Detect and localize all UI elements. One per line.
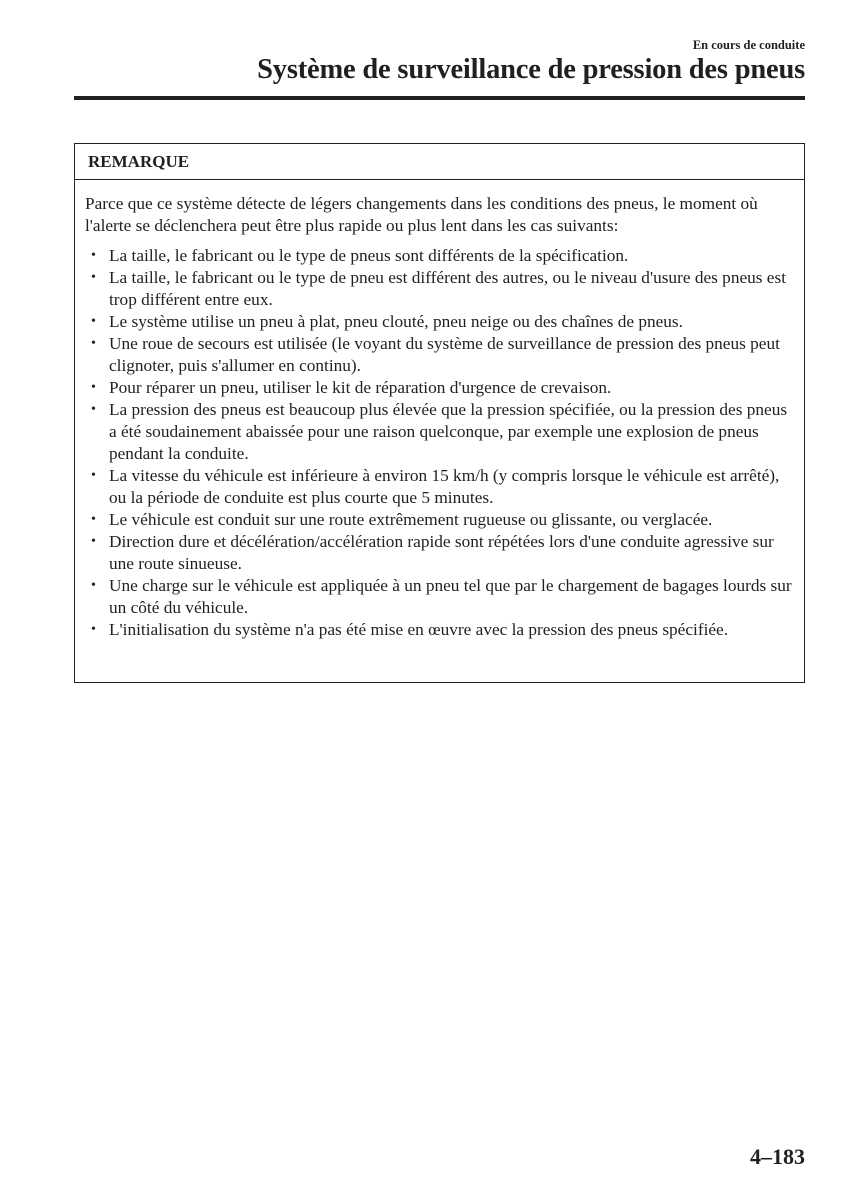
- note-intro: Parce que ce système détecte de légers changements dans les conditions des pneus, le moment où l'alerte se déclenchera peut être plus rapide ou plus lent dans les cas suivants:: [85, 194, 758, 235]
- title-rule: [74, 96, 805, 100]
- bullet-dot: •: [91, 248, 96, 263]
- bullet-dot: •: [91, 314, 96, 329]
- list-item: [85, 333, 794, 377]
- list-item-text: La vitesse du véhicule est inférieure à environ 15 km/h (y compris lorsque le véhicule est arrêté), ou la période de conduite est plus courte que 5 minutes.: [109, 466, 780, 507]
- list-item-text: Direction dure et décélération/accélération rapide sont répétées lors d'une conduite agressive sur une route sinueuse.: [109, 532, 774, 573]
- list-item-text: Une roue de secours est utilisée (le voyant du système de surveillance de pression des pneus peut clignoter, puis s'allumer en continu).: [109, 334, 780, 375]
- section-label: En cours de conduite: [692, 38, 805, 52]
- page-number: 4–183: [750, 1144, 805, 1169]
- note-bullet-list: [85, 245, 794, 641]
- bullet-dot: •: [91, 468, 96, 483]
- bullet-dot: •: [91, 402, 96, 417]
- list-item: [85, 465, 794, 509]
- list-item: [85, 245, 794, 267]
- bullet-dot: •: [91, 336, 96, 351]
- list-item-text: La taille, le fabricant ou le type de pneu est différent des autres, ou le niveau d'usure des pneus est trop différent entre eux.: [109, 268, 787, 309]
- note-heading: REMARQUE: [75, 144, 804, 180]
- list-item: [85, 509, 794, 531]
- bullet-dot: •: [91, 534, 96, 549]
- list-item-text: Pour réparer un pneu, utiliser le kit de réparation d'urgence de crevaison.: [109, 378, 612, 397]
- bullet-dot: •: [91, 380, 96, 395]
- list-item: [85, 531, 794, 575]
- bullet-dot: •: [91, 270, 96, 285]
- list-item-text: L'initialisation du système n'a pas été mise en œuvre avec la pression des pneus spécifiée.: [109, 620, 729, 639]
- list-item-text: Le véhicule est conduit sur une route extrêmement rugueuse ou glissante, ou verglacée.: [109, 510, 713, 529]
- note-box: [74, 143, 805, 683]
- list-item-text: La taille, le fabricant ou le type de pneus sont différents de la spécification.: [109, 246, 629, 265]
- list-item: [85, 377, 794, 399]
- list-item: [85, 575, 794, 619]
- list-item-text: Une charge sur le véhicule est appliquée à un pneu tel que par le chargement de bagages lourds sur un côté du véhicule.: [109, 576, 792, 617]
- page-title: Système de surveillance de pression des pneus: [257, 54, 805, 85]
- list-item: [85, 267, 794, 311]
- bullet-dot: •: [91, 512, 96, 527]
- bullet-dot: •: [91, 622, 96, 637]
- list-item-text: Le système utilise un pneu à plat, pneu clouté, pneu neige ou des chaînes de pneus.: [109, 312, 683, 331]
- list-item: [85, 399, 794, 465]
- list-item: [85, 619, 794, 641]
- bullet-dot: •: [91, 578, 96, 593]
- list-item: [85, 311, 794, 333]
- note-body: [75, 180, 804, 641]
- list-item-text: La pression des pneus est beaucoup plus élevée que la pression spécifiée, ou la pression des pneus a été soudainement abaissée pour une raison quelconque, par exemple une explosion de pneus pendant la conduite.: [109, 400, 788, 463]
